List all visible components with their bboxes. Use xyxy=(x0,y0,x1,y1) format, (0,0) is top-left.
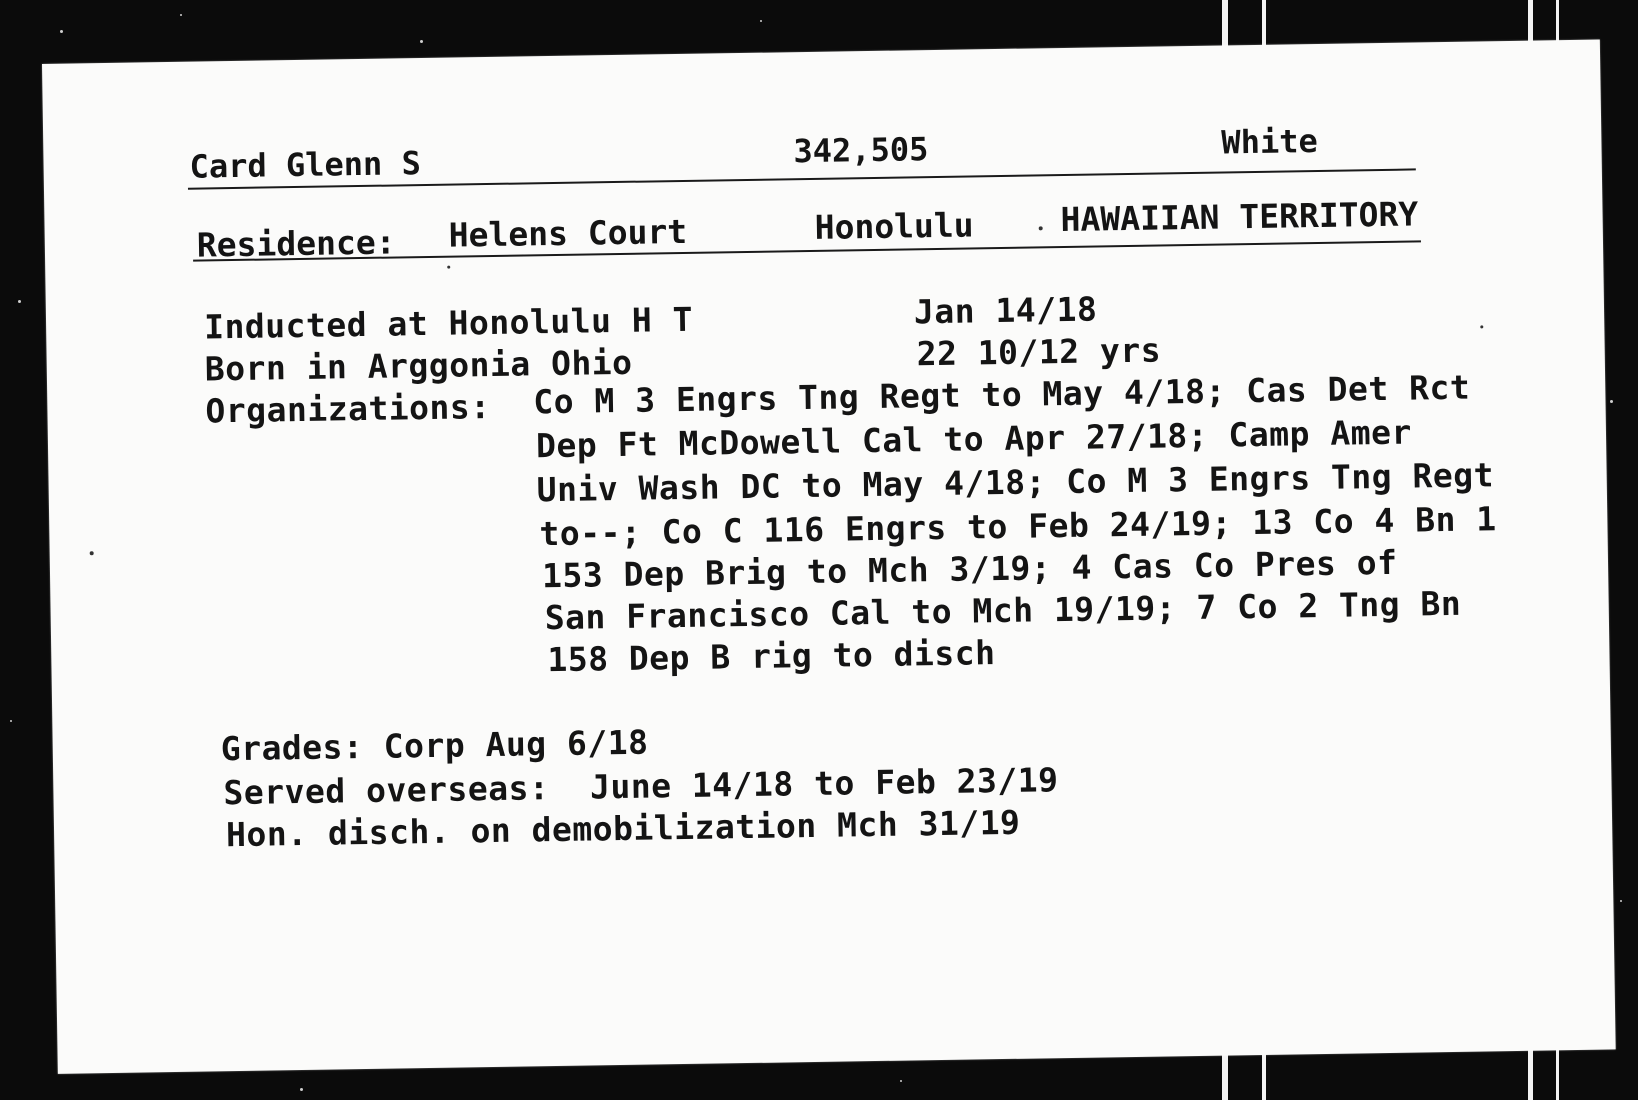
residence-territory: HAWAIIAN TERRITORY xyxy=(1060,194,1419,240)
organizations-line: San Francisco Cal to Mch 19/19; 7 Co 2 Tng Bn xyxy=(544,583,1462,638)
service-record-card xyxy=(42,40,1616,1074)
scan-speck xyxy=(180,14,182,16)
scan-speck xyxy=(760,20,762,22)
scan-speck xyxy=(1620,900,1622,902)
separator-dot xyxy=(1039,226,1043,230)
scan-speck xyxy=(300,1088,303,1091)
born-text: Born in Arggonia Ohio xyxy=(204,342,633,389)
organizations-line: Univ Wash DC to May 4/18; Co M 3 Engrs Tng Regt xyxy=(536,455,1495,510)
served-overseas-text: Served overseas: June 14/18 to Feb 23/19 xyxy=(223,760,1059,813)
organizations-line: Dep Ft McDowell Cal to Apr 27/18; Camp Amer xyxy=(535,412,1413,466)
scan-speck xyxy=(900,1080,902,1082)
residence-city: Honolulu xyxy=(814,205,974,247)
scan-speck xyxy=(10,720,12,722)
born-age: 22 10/12 yrs xyxy=(916,330,1162,374)
scan-speck xyxy=(420,40,423,43)
inducted-text: Inducted at Honolulu H T xyxy=(203,299,694,347)
serial-number: 342,505 xyxy=(793,130,929,171)
residence-address: Helens Court xyxy=(448,211,688,255)
organizations-label: Organizations: xyxy=(205,386,491,431)
inducted-date: Jan 14/18 xyxy=(913,289,1098,332)
organizations-line: Co M 3 Engrs Tng Regt to May 4/18; Cas Det Rct xyxy=(533,367,1471,422)
scan-speck xyxy=(18,300,21,303)
organizations-line: to--; Co C 116 Engrs to Feb 24/19; 13 Co 4 Bn 1 xyxy=(539,499,1497,554)
organizations-line: 153 Dep Brig to Mch 3/19; 4 Cas Co Pres of xyxy=(541,542,1398,596)
soldier-name: Card Glenn S xyxy=(189,144,422,186)
scan-speck xyxy=(1610,400,1613,403)
discharge-text: Hon. disch. on demobilization Mch 31/19 xyxy=(225,802,1021,855)
residence-label: Residence: xyxy=(196,222,396,265)
grades-text: Grades: Corp Aug 6/18 xyxy=(220,722,649,769)
ink-dot xyxy=(1480,325,1483,328)
organizations-line: 158 Dep B rig to disch xyxy=(547,633,996,680)
race: White xyxy=(1221,121,1318,162)
ink-dot xyxy=(90,551,94,555)
ink-dot xyxy=(447,266,450,269)
scan-speck xyxy=(60,30,63,33)
